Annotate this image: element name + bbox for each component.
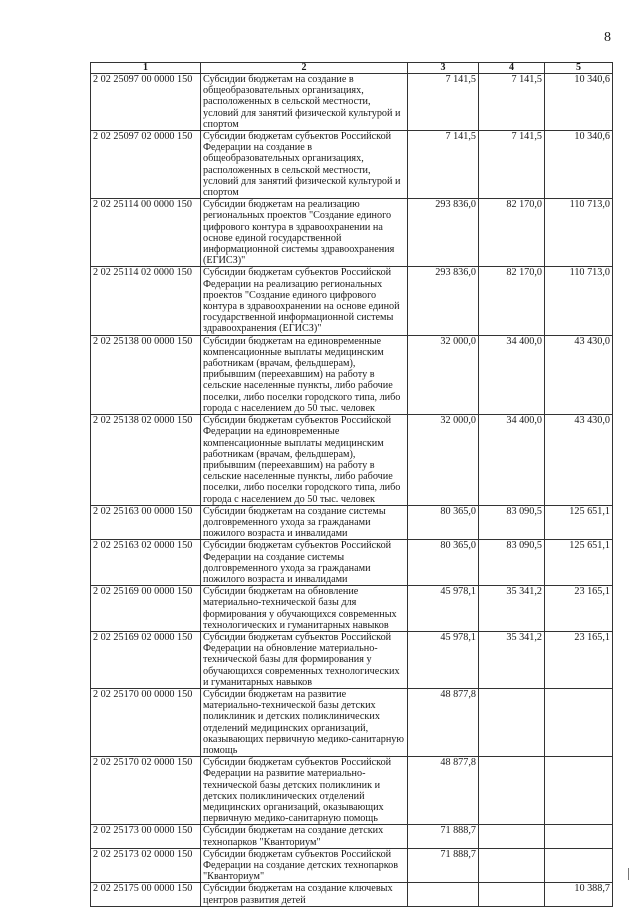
table-row xyxy=(91,586,613,632)
value-col4-cell: 82 170,0 xyxy=(479,267,545,335)
value-col5-cell: 10 388,7 xyxy=(545,883,613,906)
column-header: 3 xyxy=(408,63,479,74)
value-col4-cell: 35 341,2 xyxy=(479,631,545,688)
code-cell: 2 02 25169 00 0000 150 xyxy=(91,586,201,632)
value-col4-cell: 35 341,2 xyxy=(479,586,545,632)
table-row xyxy=(91,267,613,335)
value-col3-cell: 293 836,0 xyxy=(408,199,479,267)
value-col3-cell: 7 141,5 xyxy=(408,131,479,199)
value-col3-cell: 71 888,7 xyxy=(408,825,479,848)
code-cell: 2 02 25170 00 0000 150 xyxy=(91,688,201,756)
value-col5-cell: 125 651,1 xyxy=(545,505,613,540)
code-cell: 2 02 25097 02 0000 150 xyxy=(91,131,201,199)
name-cell: Субсидии бюджетам на единовременные компенсационные выплаты медицинским работникам (врачам, фельдшерам), прибывшим (переехавшим) на работу в сельские населенные пункты, либо рабочие поселки, либо поселки городского типа, либо города с населением до 50 тыс. человек xyxy=(201,335,408,414)
name-cell: Субсидии бюджетам субъектов Российской Федерации на создание детских технопарков "Кванториум" xyxy=(201,848,408,883)
table-row xyxy=(91,415,613,506)
value-col5-cell: 10 340,6 xyxy=(545,131,613,199)
margin-mark xyxy=(628,868,632,880)
value-col3-cell: 32 000,0 xyxy=(408,415,479,506)
table-row xyxy=(91,199,613,267)
code-cell: 2 02 25173 02 0000 150 xyxy=(91,848,201,883)
table-header-row xyxy=(91,63,613,74)
value-col4-cell: 7 141,5 xyxy=(479,131,545,199)
column-header: 2 xyxy=(201,63,408,74)
code-cell: 2 02 25175 00 0000 150 xyxy=(91,883,201,906)
value-col3-cell: 7 141,5 xyxy=(408,74,479,131)
table-row xyxy=(91,688,613,756)
code-cell: 2 02 25114 00 0000 150 xyxy=(91,199,201,267)
value-col4-cell: 7 141,5 xyxy=(479,74,545,131)
code-cell: 2 02 25170 02 0000 150 xyxy=(91,757,201,825)
value-col4-cell xyxy=(479,883,545,906)
value-col4-cell xyxy=(479,688,545,756)
value-col4-cell: 34 400,0 xyxy=(479,335,545,414)
table-row xyxy=(91,74,613,131)
table-row xyxy=(91,131,613,199)
value-col3-cell xyxy=(408,883,479,906)
table-row xyxy=(91,335,613,414)
value-col5-cell: 110 713,0 xyxy=(545,199,613,267)
code-cell: 2 02 25138 02 0000 150 xyxy=(91,415,201,506)
code-cell: 2 02 25173 00 0000 150 xyxy=(91,825,201,848)
code-cell: 2 02 25163 02 0000 150 xyxy=(91,540,201,586)
table-row xyxy=(91,757,613,825)
value-col3-cell: 45 978,1 xyxy=(408,631,479,688)
code-cell: 2 02 25169 02 0000 150 xyxy=(91,631,201,688)
value-col3-cell: 45 978,1 xyxy=(408,586,479,632)
name-cell: Субсидии бюджетам субъектов Российской Федерации на развитие материально-технической базы детских поликлиник и детских поликлинических отделений медицинских организаций, оказывающих первичную медико-санитарную помощь xyxy=(201,757,408,825)
value-col4-cell: 83 090,5 xyxy=(479,540,545,586)
value-col5-cell: 125 651,1 xyxy=(545,540,613,586)
column-header: 4 xyxy=(479,63,545,74)
column-header: 5 xyxy=(545,63,613,74)
table-row xyxy=(91,848,613,883)
value-col3-cell: 32 000,0 xyxy=(408,335,479,414)
name-cell: Субсидии бюджетам субъектов Российской Федерации на создание в общеобразовательных организациях, расположенных в сельской местности, условий для занятий физической культурой и спортом xyxy=(201,131,408,199)
column-header: 1 xyxy=(91,63,201,74)
value-col5-cell xyxy=(545,825,613,848)
value-col5-cell xyxy=(545,688,613,756)
value-col5-cell: 110 713,0 xyxy=(545,267,613,335)
table-row xyxy=(91,883,613,906)
table-row xyxy=(91,631,613,688)
value-col4-cell: 34 400,0 xyxy=(479,415,545,506)
value-col4-cell xyxy=(479,825,545,848)
name-cell: Субсидии бюджетам на создание в общеобразовательных организациях, расположенных в сельской местности, условий для занятий физической культурой и спортом xyxy=(201,74,408,131)
value-col5-cell xyxy=(545,757,613,825)
table-row xyxy=(91,505,613,540)
code-cell: 2 02 25097 00 0000 150 xyxy=(91,74,201,131)
code-cell: 2 02 25138 00 0000 150 xyxy=(91,335,201,414)
value-col4-cell xyxy=(479,848,545,883)
table-row xyxy=(91,825,613,848)
name-cell: Субсидии бюджетам субъектов Российской Федерации на обновление материально-технической базы для формирования у обучающихся современных технологических и гуманитарных навыков xyxy=(201,631,408,688)
value-col5-cell: 23 165,1 xyxy=(545,631,613,688)
name-cell: Субсидии бюджетам на развитие материально-технической базы детских поликлиник и детских поликлинических отделений медицинских организаций, оказывающих первичную медико-санитарную помощь xyxy=(201,688,408,756)
value-col5-cell: 43 430,0 xyxy=(545,415,613,506)
page-number: 8 xyxy=(604,30,611,45)
name-cell: Субсидии бюджетам на реализацию региональных проектов "Создание единого цифрового контура в здравоохранении на основе единой государственной информационной системы здравоохранения (ЕГИСЗ)" xyxy=(201,199,408,267)
value-col5-cell: 23 165,1 xyxy=(545,586,613,632)
name-cell: Субсидии бюджетам на создание системы долговременного ухода за гражданами пожилого возраста и инвалидами xyxy=(201,505,408,540)
name-cell: Субсидии бюджетам субъектов Российской Федерации на реализацию региональных проектов "Создание единого цифрового контура в здравоохранении на основе единой государственной информационной системы здравоохранения (ЕГИСЗ)" xyxy=(201,267,408,335)
table-row xyxy=(91,540,613,586)
value-col4-cell xyxy=(479,757,545,825)
value-col3-cell: 293 836,0 xyxy=(408,267,479,335)
code-cell: 2 02 25163 00 0000 150 xyxy=(91,505,201,540)
value-col3-cell: 80 365,0 xyxy=(408,540,479,586)
value-col5-cell: 10 340,6 xyxy=(545,74,613,131)
value-col4-cell: 83 090,5 xyxy=(479,505,545,540)
value-col3-cell: 71 888,7 xyxy=(408,848,479,883)
value-col5-cell xyxy=(545,848,613,883)
code-cell: 2 02 25114 02 0000 150 xyxy=(91,267,201,335)
name-cell: Субсидии бюджетам субъектов Российской Федерации на создание системы долговременного ухода за гражданами пожилого возраста и инвалидами xyxy=(201,540,408,586)
name-cell: Субсидии бюджетам на обновление материально-технической базы для формирования у обучающихся современных технологических и гуманитарных навыков xyxy=(201,586,408,632)
name-cell: Субсидии бюджетам субъектов Российской Федерации на единовременные компенсационные выплаты медицинским работникам (врачам, фельдшерам), прибывшим (переехавшим) на работу в сельские населенные пункты, либо рабочие поселки, либо поселки городского типа, либо города с населением до 50 тыс. человек xyxy=(201,415,408,506)
name-cell: Субсидии бюджетам на создание детских технопарков "Кванториум" xyxy=(201,825,408,848)
name-cell: Субсидии бюджетам на создание ключевых центров развития детей xyxy=(201,883,408,906)
budget-table xyxy=(90,62,613,907)
value-col3-cell: 48 877,8 xyxy=(408,757,479,825)
value-col4-cell: 82 170,0 xyxy=(479,199,545,267)
value-col3-cell: 80 365,0 xyxy=(408,505,479,540)
value-col5-cell: 43 430,0 xyxy=(545,335,613,414)
value-col3-cell: 48 877,8 xyxy=(408,688,479,756)
